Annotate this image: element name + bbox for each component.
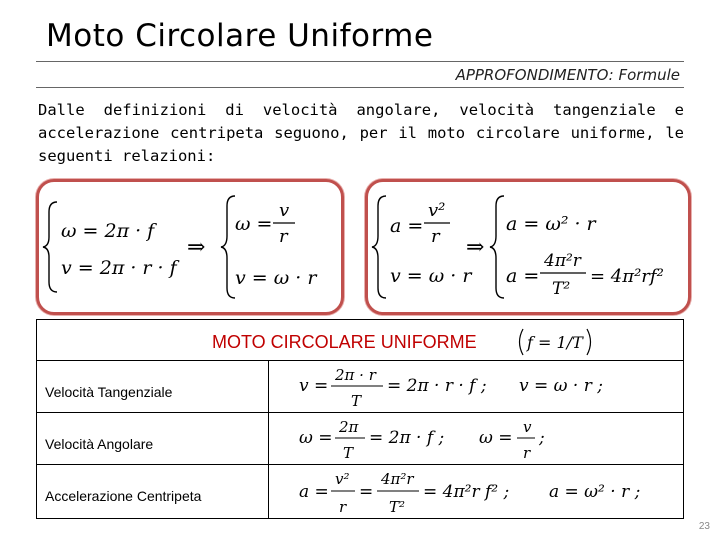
svg-text:v: v bbox=[279, 200, 290, 221]
svg-text:⇒: ⇒ bbox=[187, 235, 206, 260]
svg-text:;: ; bbox=[539, 428, 545, 448]
svg-text:a =: a = bbox=[506, 265, 540, 287]
tangential-velocity-formula bbox=[269, 360, 681, 412]
svg-text:r: r bbox=[523, 444, 531, 462]
svg-text:ω =: ω = bbox=[299, 428, 333, 448]
svg-text:=: = bbox=[359, 482, 374, 502]
title-rule-top bbox=[36, 61, 684, 62]
formula-box-angular bbox=[36, 179, 344, 315]
svg-text:⇒: ⇒ bbox=[466, 235, 485, 260]
svg-text:v = ω · r ;: v = ω · r ; bbox=[519, 376, 603, 396]
svg-text:f = 1/T: f = 1/T bbox=[527, 333, 583, 352]
summary-table-header bbox=[37, 320, 683, 361]
svg-text:v = ω · r: v = ω · r bbox=[390, 265, 472, 287]
title-rule-bottom bbox=[36, 87, 684, 88]
formula-box-acceleration bbox=[365, 179, 691, 315]
svg-text:v: v bbox=[523, 418, 532, 436]
svg-text:v =: v = bbox=[299, 376, 329, 396]
period-frequency-formula bbox=[515, 326, 605, 358]
table-row bbox=[37, 464, 683, 518]
table-row bbox=[37, 360, 683, 413]
svg-text:= 2π · f ;: = 2π · f ; bbox=[369, 428, 445, 448]
svg-text:ω =: ω = bbox=[235, 213, 273, 235]
svg-text:= 2π · r · f ;: = 2π · r · f ; bbox=[387, 376, 487, 396]
svg-text:4π²r: 4π²r bbox=[544, 251, 581, 271]
svg-text:2π · r: 2π · r bbox=[335, 366, 376, 384]
svg-text:ω = 2π · f: ω = 2π · f bbox=[61, 220, 155, 242]
svg-text:= 4π²rf²: = 4π²rf² bbox=[590, 266, 664, 287]
row-label-tangential-velocity: Velocità Tangenziale bbox=[45, 384, 173, 400]
svg-text:a =: a = bbox=[299, 482, 329, 502]
svg-text:v²: v² bbox=[428, 200, 446, 221]
row-label-angular-velocity: Velocità Angolare bbox=[45, 436, 154, 452]
slide-subtitle: APPROFONDIMENTO: Formule bbox=[455, 66, 680, 84]
formula-box-acceleration-math bbox=[368, 182, 688, 312]
formula-box-angular-math bbox=[39, 182, 341, 312]
summary-table bbox=[36, 319, 684, 519]
svg-text:r: r bbox=[279, 226, 288, 247]
svg-text:2π: 2π bbox=[339, 418, 359, 436]
slide-title: Moto Circolare Uniforme bbox=[46, 18, 434, 54]
svg-text:v²: v² bbox=[335, 470, 350, 488]
svg-text:T: T bbox=[343, 444, 354, 462]
svg-text:r: r bbox=[431, 226, 440, 247]
svg-text:v = ω · r: v = ω · r bbox=[235, 267, 317, 289]
svg-text:a =: a = bbox=[390, 215, 424, 237]
svg-text:a = ω² · r: a = ω² · r bbox=[506, 213, 596, 235]
svg-text:r: r bbox=[339, 498, 347, 516]
svg-text:v = 2π · r · f: v = 2π · r · f bbox=[61, 257, 177, 279]
svg-text:4π²r: 4π²r bbox=[381, 470, 414, 488]
row-label-centripetal-acceleration: Accelerazione Centripeta bbox=[45, 488, 202, 504]
intro-paragraph: Dalle definizioni di velocità angolare, velocità tangenziale e accelerazione centripeta seguono, per il moto circolare uniforme, le seguenti relazioni: bbox=[38, 101, 684, 165]
svg-text:T²: T² bbox=[389, 498, 406, 516]
svg-text:T²: T² bbox=[552, 279, 571, 299]
summary-table-title: MOTO CIRCOLARE UNIFORME bbox=[212, 332, 477, 352]
svg-text:a = ω² · r ;: a = ω² · r ; bbox=[549, 482, 641, 502]
table-row bbox=[37, 412, 683, 465]
svg-text:T: T bbox=[351, 392, 362, 410]
page-number: 23 bbox=[698, 521, 710, 532]
svg-text:ω =: ω = bbox=[479, 428, 513, 448]
centripetal-acceleration-formula bbox=[269, 464, 681, 518]
svg-text:= 4π²r f² ;: = 4π²r f² ; bbox=[423, 482, 510, 502]
angular-velocity-formula bbox=[269, 412, 681, 464]
